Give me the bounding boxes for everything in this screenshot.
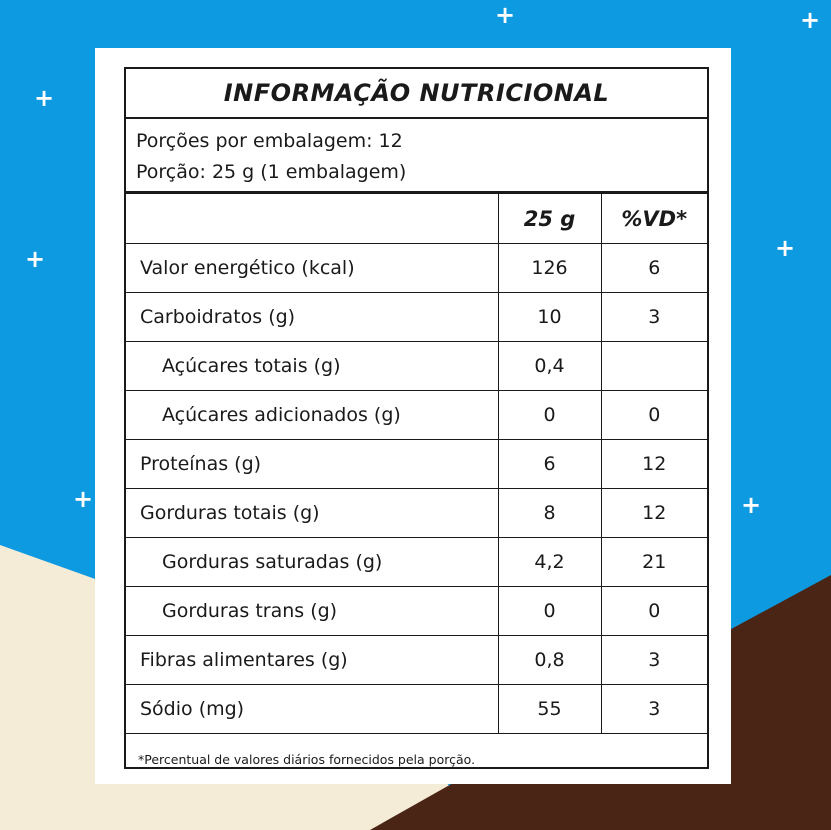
table-row [126, 587, 707, 636]
nutrition-facts-label [124, 67, 709, 769]
table-row [126, 293, 707, 342]
table-row [126, 685, 707, 734]
nutrient-dv: 3 [601, 685, 707, 734]
nutrient-amount: 4,2 [498, 538, 601, 587]
nutrient-dv: 12 [601, 440, 707, 489]
table-row [126, 342, 707, 391]
nutrient-dv: 0 [601, 587, 707, 636]
nutrient-amount: 126 [498, 244, 601, 293]
sparkle-icon: + [774, 234, 796, 262]
table-row [126, 440, 707, 489]
nutrient-name: Gorduras saturadas (g) [126, 538, 498, 587]
nutrient-amount: 6 [498, 440, 601, 489]
nutrient-amount: 55 [498, 685, 601, 734]
nutrient-amount: 0,8 [498, 636, 601, 685]
nutrient-name: Gorduras trans (g) [126, 587, 498, 636]
nutrient-dv: 3 [601, 636, 707, 685]
nutrient-dv: 21 [601, 538, 707, 587]
serving-info [126, 119, 707, 194]
header-dv: %VD* [601, 194, 707, 244]
nutrient-name: Proteínas (g) [126, 440, 498, 489]
footnote: *Percentual de valores diários fornecidos pela porção. [138, 751, 476, 767]
table-header-row [126, 194, 707, 244]
sparkle-icon: + [72, 485, 94, 513]
sparkle-icon: + [494, 1, 516, 29]
nutrition-table [126, 194, 707, 734]
sparkle-icon: + [24, 245, 46, 273]
header-blank [126, 194, 498, 244]
servings-per-package: Porções por embalagem: 12 [136, 130, 403, 152]
nutrient-amount: 8 [498, 489, 601, 538]
nutrient-amount: 0 [498, 587, 601, 636]
table-row [126, 391, 707, 440]
sparkle-icon: + [799, 6, 821, 34]
nutrient-name: Fibras alimentares (g) [126, 636, 498, 685]
table-row [126, 489, 707, 538]
sparkle-icon: + [33, 84, 55, 112]
nutrient-amount: 0 [498, 391, 601, 440]
sparkle-icon: + [740, 491, 762, 519]
nutrient-name: Valor energético (kcal) [126, 244, 498, 293]
nutrient-name: Sódio (mg) [126, 685, 498, 734]
nutrient-dv: 0 [601, 391, 707, 440]
nutrient-dv: 12 [601, 489, 707, 538]
nutrient-dv: 3 [601, 293, 707, 342]
nutrient-amount: 10 [498, 293, 601, 342]
nutrient-name: Açúcares totais (g) [126, 342, 498, 391]
nutrient-name: Açúcares adicionados (g) [126, 391, 498, 440]
table-row [126, 636, 707, 685]
serving-size: Porção: 25 g (1 embalagem) [136, 161, 407, 183]
nutrient-name: Carboidratos (g) [126, 293, 498, 342]
nutrient-dv [601, 342, 707, 391]
nutrient-dv: 6 [601, 244, 707, 293]
nutrient-name: Gorduras totais (g) [126, 489, 498, 538]
nutrient-amount: 0,4 [498, 342, 601, 391]
table-row [126, 538, 707, 587]
table-row [126, 244, 707, 293]
label-title: INFORMAÇÃO NUTRICIONAL [126, 69, 707, 119]
header-amount: 25 g [498, 194, 601, 244]
